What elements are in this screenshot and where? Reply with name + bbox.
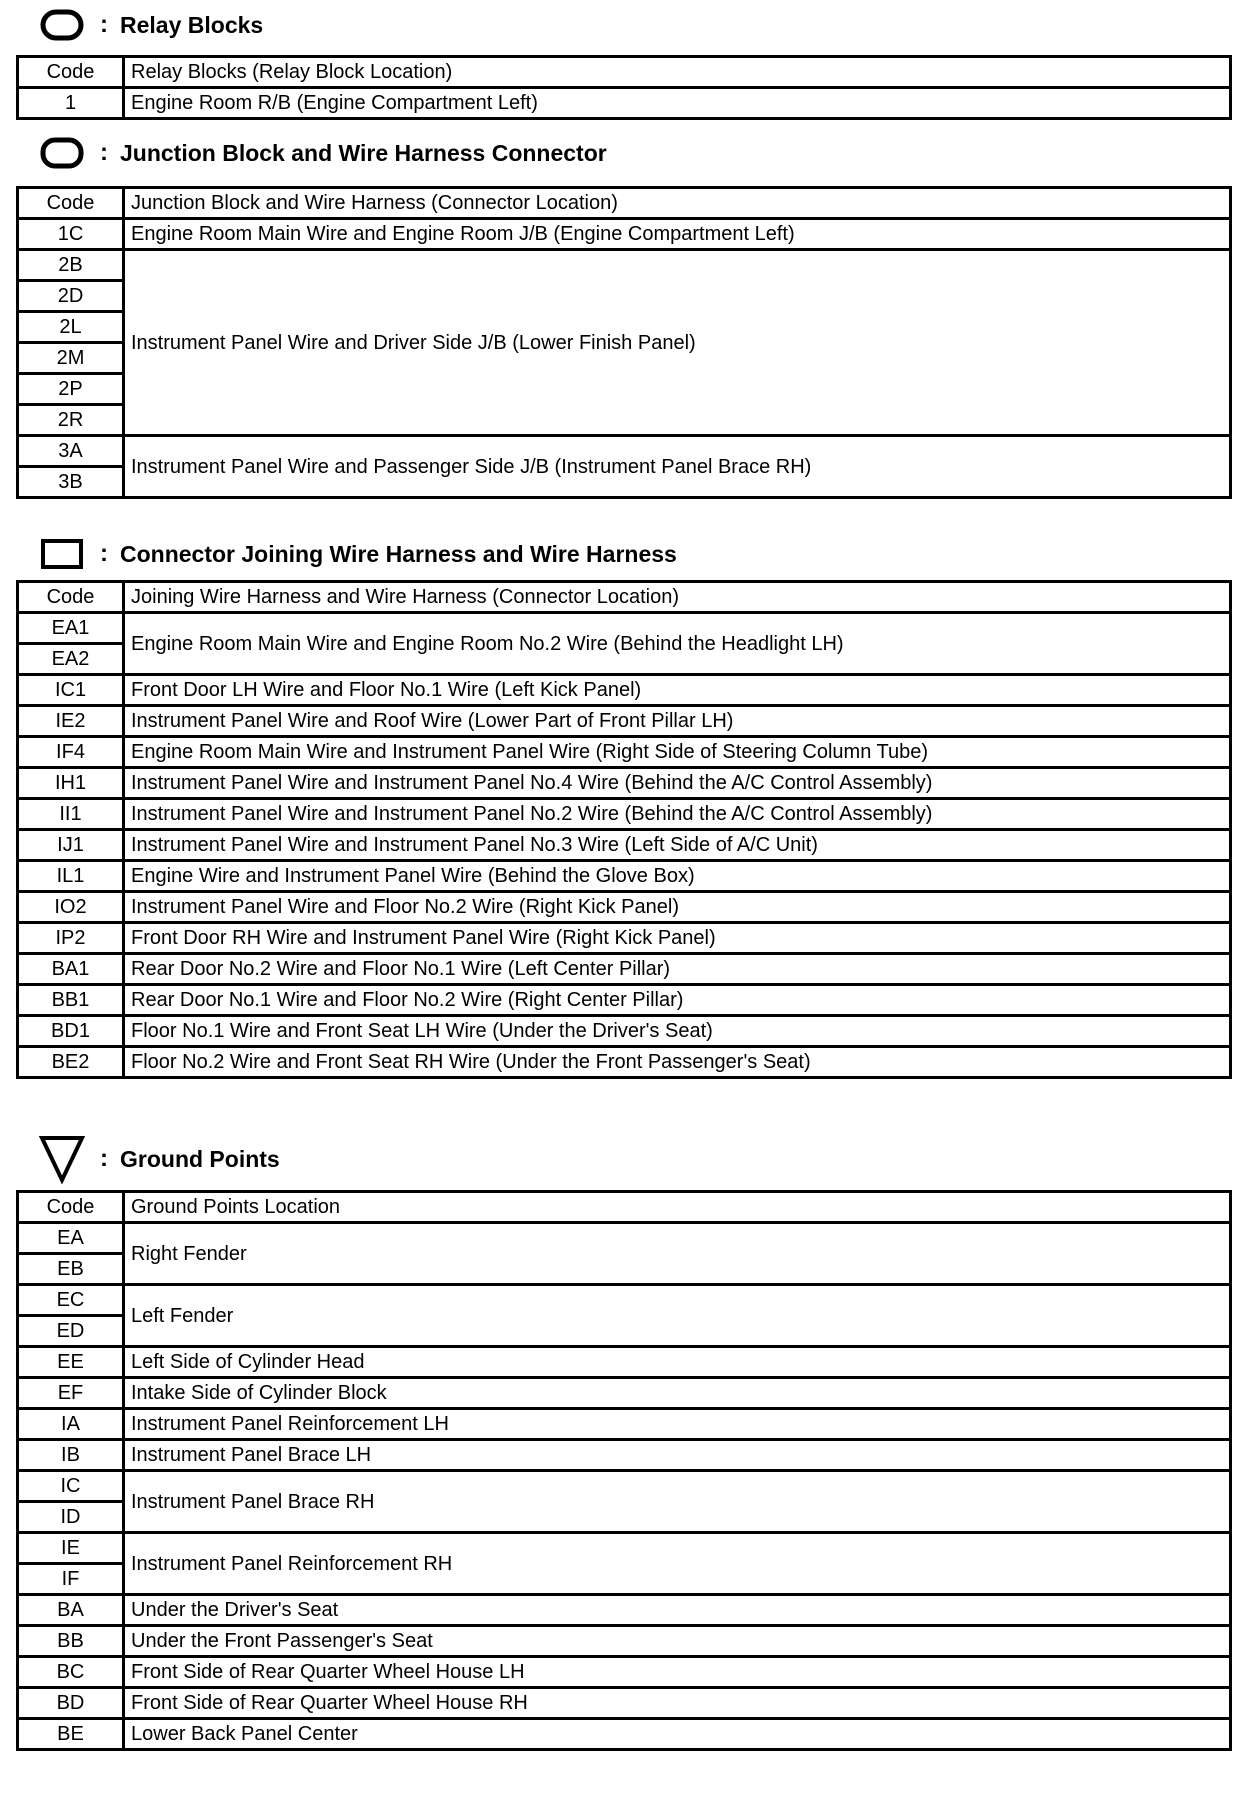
code-cell: 2R (18, 405, 124, 436)
location-cell: Floor No.1 Wire and Front Seat LH Wire (Under the Driver's Seat) (124, 1016, 1231, 1047)
location-column-header: Relay Blocks (Relay Block Location) (124, 57, 1231, 88)
code-cell: 1 (18, 88, 124, 119)
code-cell: IL1 (18, 861, 124, 892)
location-cell: Instrument Panel Brace RH (124, 1471, 1231, 1533)
location-cell: Front Side of Rear Quarter Wheel House LH (124, 1657, 1231, 1688)
location-cell: Under the Front Passenger's Seat (124, 1626, 1231, 1657)
location-cell: Rear Door No.1 Wire and Floor No.2 Wire (Right Center Pillar) (124, 985, 1231, 1016)
location-cell: Rear Door No.2 Wire and Floor No.1 Wire (Left Center Pillar) (124, 954, 1231, 985)
section-title: Junction Block and Wire Harness Connector (120, 139, 607, 166)
code-cell: IB (18, 1440, 124, 1471)
table-row (18, 613, 1231, 644)
location-cell: Engine Room R/B (Engine Compartment Left) (124, 88, 1231, 119)
location-cell: Front Side of Rear Quarter Wheel House RH (124, 1688, 1231, 1719)
table-row (18, 892, 1231, 923)
section-title: Relay Blocks (120, 11, 264, 38)
relay-block-symbol-icon (38, 6, 86, 44)
code-cell: EA (18, 1223, 124, 1254)
table-row (18, 1409, 1231, 1440)
code-cell: EA1 (18, 613, 124, 644)
code-column-header: Code (18, 57, 124, 88)
code-cell: 2M (18, 343, 124, 374)
table-row (18, 675, 1231, 706)
code-cell: 2P (18, 374, 124, 405)
heading-colon: : (100, 540, 108, 567)
location-cell: Instrument Panel Brace LH (124, 1440, 1231, 1471)
table-row (18, 88, 1231, 119)
table-row (18, 1047, 1231, 1078)
table-row (18, 1471, 1231, 1502)
junction-block-table (16, 186, 1232, 499)
code-cell: EB (18, 1254, 124, 1285)
ground-points-table (16, 1190, 1232, 1751)
code-cell: IE (18, 1533, 124, 1564)
table-header-row (18, 582, 1231, 613)
location-cell: Instrument Panel Wire and Instrument Panel No.4 Wire (Behind the A/C Control Assembly) (124, 768, 1231, 799)
table-row (18, 923, 1231, 954)
code-cell: BE2 (18, 1047, 124, 1078)
code-cell: EE (18, 1347, 124, 1378)
code-cell: IC (18, 1471, 124, 1502)
location-cell: Engine Room Main Wire and Engine Room J/B (Engine Compartment Left) (124, 219, 1231, 250)
junction-block-symbol-icon (38, 134, 86, 172)
heading-colon: : (100, 1145, 108, 1172)
code-cell: IO2 (18, 892, 124, 923)
junction-block-heading (38, 134, 607, 172)
code-cell: BB (18, 1626, 124, 1657)
table-header-row (18, 1192, 1231, 1223)
location-cell: Lower Back Panel Center (124, 1719, 1231, 1750)
table-row (18, 1533, 1231, 1564)
ground-points-heading (38, 1134, 280, 1184)
code-cell: 3A (18, 436, 124, 467)
location-cell: Engine Wire and Instrument Panel Wire (Behind the Glove Box) (124, 861, 1231, 892)
code-cell: BB1 (18, 985, 124, 1016)
code-cell: EC (18, 1285, 124, 1316)
table-row (18, 706, 1231, 737)
table-row (18, 1347, 1231, 1378)
table-row (18, 799, 1231, 830)
location-cell: Under the Driver's Seat (124, 1595, 1231, 1626)
location-cell: Instrument Panel Wire and Instrument Panel No.2 Wire (Behind the A/C Control Assembly) (124, 799, 1231, 830)
location-column-header: Joining Wire Harness and Wire Harness (Connector Location) (124, 582, 1231, 613)
code-cell: EF (18, 1378, 124, 1409)
table-row (18, 1223, 1231, 1254)
table-row (18, 1016, 1231, 1047)
code-cell: 3B (18, 467, 124, 498)
code-cell: BA1 (18, 954, 124, 985)
code-cell: BD (18, 1688, 124, 1719)
code-cell: IC1 (18, 675, 124, 706)
relay-blocks-table (16, 55, 1232, 120)
code-cell: II1 (18, 799, 124, 830)
location-cell: Engine Room Main Wire and Engine Room No.2 Wire (Behind the Headlight LH) (124, 613, 1231, 675)
code-cell: EA2 (18, 644, 124, 675)
location-cell: Floor No.2 Wire and Front Seat RH Wire (Under the Front Passenger's Seat) (124, 1047, 1231, 1078)
table-row (18, 436, 1231, 467)
code-column-header: Code (18, 188, 124, 219)
connector-heading (38, 535, 677, 573)
table-row (18, 1440, 1231, 1471)
table-row (18, 861, 1231, 892)
code-column-header: Code (18, 1192, 124, 1223)
table-row (18, 954, 1231, 985)
code-cell: BC (18, 1657, 124, 1688)
code-cell: IH1 (18, 768, 124, 799)
code-cell: IA (18, 1409, 124, 1440)
relay-blocks-heading (38, 6, 263, 44)
table-row (18, 1378, 1231, 1409)
code-cell: 2L (18, 312, 124, 343)
code-cell: IE2 (18, 706, 124, 737)
ground-point-symbol-icon (38, 1134, 86, 1184)
table-header-row (18, 188, 1231, 219)
connector-table (16, 580, 1232, 1079)
table-row (18, 1657, 1231, 1688)
location-cell: Front Door RH Wire and Instrument Panel Wire (Right Kick Panel) (124, 923, 1231, 954)
table-row (18, 219, 1231, 250)
location-cell: Instrument Panel Wire and Roof Wire (Lower Part of Front Pillar LH) (124, 706, 1231, 737)
code-cell: IJ1 (18, 830, 124, 861)
table-row (18, 250, 1231, 281)
location-cell: Left Fender (124, 1285, 1231, 1347)
location-cell: Intake Side of Cylinder Block (124, 1378, 1231, 1409)
section-title: Connector Joining Wire Harness and Wire Harness (120, 540, 677, 567)
code-cell: BD1 (18, 1016, 124, 1047)
heading-colon: : (100, 11, 108, 38)
code-cell: 1C (18, 219, 124, 250)
table-header-row (18, 57, 1231, 88)
table-row (18, 1285, 1231, 1316)
code-cell: IF (18, 1564, 124, 1595)
location-cell: Instrument Panel Reinforcement LH (124, 1409, 1231, 1440)
table-row (18, 1626, 1231, 1657)
connector-symbol-icon (38, 535, 86, 573)
location-cell: Engine Room Main Wire and Instrument Panel Wire (Right Side of Steering Column Tube) (124, 737, 1231, 768)
location-cell: Right Fender (124, 1223, 1231, 1285)
table-row (18, 737, 1231, 768)
table-row (18, 1719, 1231, 1750)
table-row (18, 1688, 1231, 1719)
location-cell: Instrument Panel Wire and Instrument Panel No.3 Wire (Left Side of A/C Unit) (124, 830, 1231, 861)
location-column-header: Ground Points Location (124, 1192, 1231, 1223)
location-column-header: Junction Block and Wire Harness (Connector Location) (124, 188, 1231, 219)
location-cell: Instrument Panel Reinforcement RH (124, 1533, 1231, 1595)
section-title: Ground Points (120, 1145, 280, 1172)
code-cell: BE (18, 1719, 124, 1750)
location-cell: Instrument Panel Wire and Driver Side J/B (Lower Finish Panel) (124, 250, 1231, 436)
table-row (18, 1595, 1231, 1626)
code-cell: IF4 (18, 737, 124, 768)
code-column-header: Code (18, 582, 124, 613)
code-cell: ID (18, 1502, 124, 1533)
heading-colon: : (100, 139, 108, 166)
code-cell: IP2 (18, 923, 124, 954)
location-cell: Instrument Panel Wire and Floor No.2 Wire (Right Kick Panel) (124, 892, 1231, 923)
table-row (18, 985, 1231, 1016)
table-row (18, 830, 1231, 861)
code-cell: ED (18, 1316, 124, 1347)
code-cell: 2D (18, 281, 124, 312)
location-cell: Left Side of Cylinder Head (124, 1347, 1231, 1378)
location-cell: Instrument Panel Wire and Passenger Side J/B (Instrument Panel Brace RH) (124, 436, 1231, 498)
code-cell: 2B (18, 250, 124, 281)
table-row (18, 768, 1231, 799)
code-cell: BA (18, 1595, 124, 1626)
location-cell: Front Door LH Wire and Floor No.1 Wire (Left Kick Panel) (124, 675, 1231, 706)
